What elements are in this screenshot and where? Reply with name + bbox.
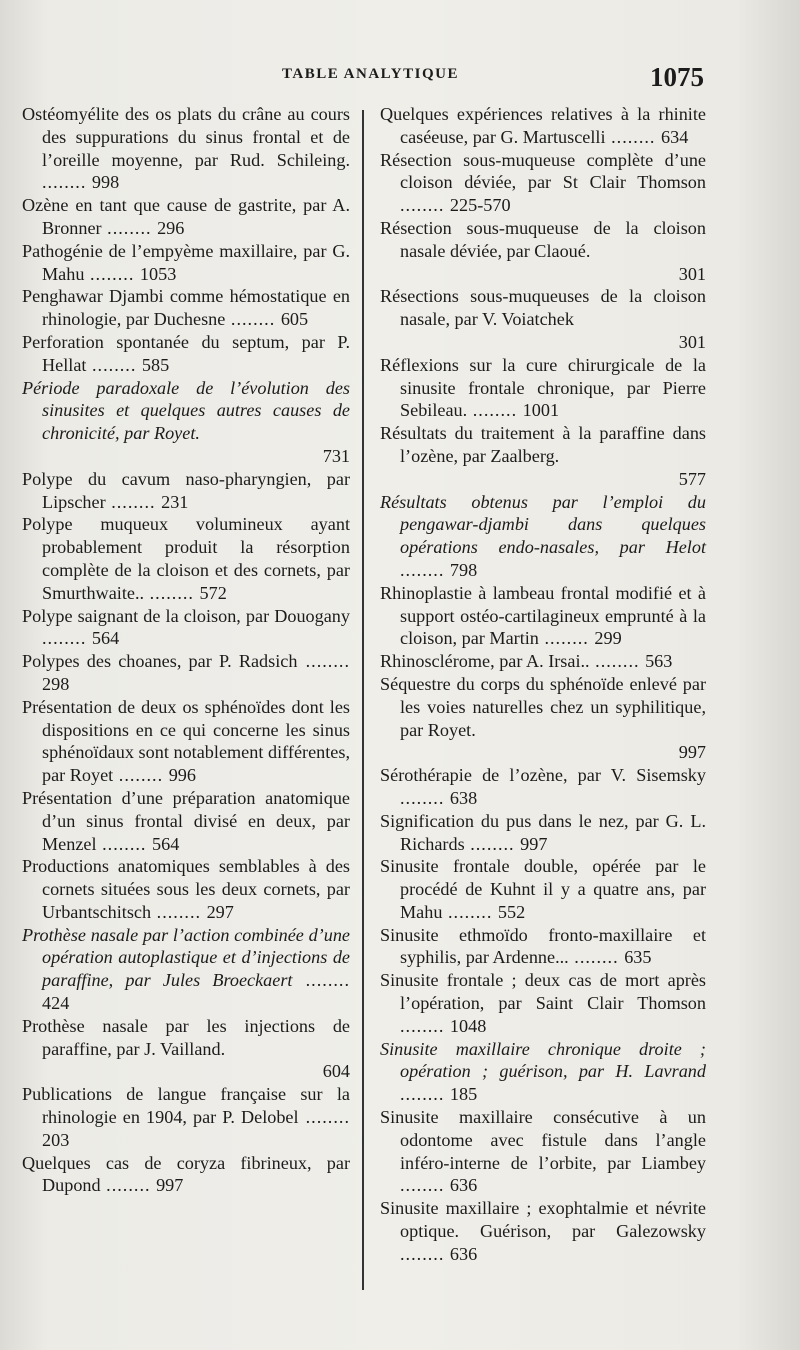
leader-dots: ........ xyxy=(298,1107,350,1128)
leader-dots: ........ xyxy=(113,765,169,786)
entry-page-number: 996 xyxy=(168,765,196,786)
index-entry xyxy=(22,285,350,331)
entry-title: Résections sous-muqueuses de la cloison nasale, par V. Voiatchek xyxy=(380,286,706,330)
index-entry xyxy=(22,513,350,604)
entry-page-number: 424 xyxy=(42,993,70,1014)
leader-dots: ........ xyxy=(100,1175,157,1196)
entry-page-number: 1001 xyxy=(522,400,560,421)
entry-title: Publications de langue française sur la rhinologie en 1904, par P. Delobel xyxy=(22,1084,350,1128)
index-entry xyxy=(22,103,350,194)
index-entry xyxy=(380,354,706,422)
entry-page-number: 225-570 xyxy=(449,195,511,216)
entry-title: Quelques expériences relatives à la rhinite caséeuse, par G. Martuscelli xyxy=(380,104,706,147)
entry-title: Rhinoplastie à lambeau frontal modifié et à support ostéo-cartilagineux emprunté à la cloison, par Martin xyxy=(380,582,706,649)
leader-dots: ........ xyxy=(400,1243,450,1264)
entry-title: Sinusite ethmoïdo fronto-maxillaire et syphilis, par Ardenne... xyxy=(380,924,706,968)
entry-title: Penghawar Djambi comme hémostatique en rhinologie, par Duchesne xyxy=(22,286,350,330)
leader-dots: ........ xyxy=(297,651,350,672)
index-entry xyxy=(380,1038,706,1106)
entry-page-number: 297 xyxy=(206,901,234,922)
running-head: TABLE ANALYTIQUE xyxy=(282,66,459,82)
entry-page-number: 604 xyxy=(322,1061,350,1082)
entry-page-number: 577 xyxy=(678,468,706,489)
leader-dots: ........ xyxy=(589,651,646,672)
entry-page-number: 1048 xyxy=(449,1015,487,1036)
column-divider xyxy=(362,110,364,1290)
leader-dots: ........ xyxy=(464,833,521,854)
entry-title: Sinusite maxillaire consécutive à un odontome avec fistule dans l’angle inféro-interne de l’orbite, par Liambey xyxy=(380,1107,706,1173)
index-entry xyxy=(380,285,706,353)
index-entry xyxy=(380,673,706,764)
leader-dots: ........ xyxy=(605,126,662,147)
entry-title: Prothèse nasale par les injections de paraffine, par J. Vailland. xyxy=(22,1015,350,1059)
entry-title: Sinusite frontale double, opérée par le procédé de Kuhnt il y a quatre ans, par Mahu xyxy=(380,856,706,922)
leader-dots: ........ xyxy=(538,628,595,649)
entry-page-number: 564 xyxy=(152,833,180,854)
index-entry xyxy=(22,1083,350,1151)
entry-page-number: 798 xyxy=(449,559,478,580)
index-entry xyxy=(22,331,350,377)
leader-dots: ........ xyxy=(400,787,450,808)
entry-page-number: 185 xyxy=(449,1084,478,1105)
leader-dots: ........ xyxy=(568,947,625,968)
entry-page-number: 997 xyxy=(678,742,706,763)
entry-page-number: 638 xyxy=(449,787,478,808)
index-entry xyxy=(380,764,706,810)
leader-dots: ........ xyxy=(225,309,281,330)
leader-dots: ........ xyxy=(144,582,200,603)
index-entry xyxy=(380,149,706,217)
leader-dots: ........ xyxy=(400,195,450,216)
entry-title: Résection sous-muqueuse complète d’une cloison déviée, par St Clair Thomson xyxy=(380,149,706,193)
leader-dots: ........ xyxy=(101,217,158,238)
entry-page-number: 731 xyxy=(322,445,350,466)
entry-page-number: 635 xyxy=(624,947,652,968)
entry-title: Séquestre du corps du sphénoïde enlevé par les voies naturelles chez un syphilitique, par Royet. xyxy=(380,673,706,740)
entry-page-number: 563 xyxy=(645,651,673,672)
leader-dots: ........ xyxy=(42,172,92,193)
entry-page-number: 585 xyxy=(141,354,170,375)
index-entry xyxy=(380,422,706,490)
entry-title: Sinusite maxillaire ; exophtalmie et névrite optique. Guérison, par Galezowsky xyxy=(380,1198,706,1242)
entry-title: Présentation de deux os sphénoïdes dont les dispositions en ce qui concerne les sinus sphénoïdaux sont notablement différentes, par Royet xyxy=(22,696,350,786)
leader-dots: ........ xyxy=(86,354,142,375)
entry-page-number: 636 xyxy=(449,1175,478,1196)
entry-page-number: 998 xyxy=(91,172,120,193)
entry-title: Sinusite maxillaire chronique droite ; opération ; guérison, par H. Lavrand xyxy=(380,1038,706,1082)
entry-title: Signification du pus dans le nez, par G. L. Richards xyxy=(380,810,706,854)
index-entry xyxy=(22,194,350,240)
index-entry xyxy=(380,1106,706,1197)
entry-title: Période paradoxale de l’évolution des sinusites et quelques autres causes de chronicité, par Royet. xyxy=(22,377,350,444)
leader-dots: ........ xyxy=(42,628,92,649)
entry-title: Polype saignant de la cloison, par Douogany xyxy=(22,605,350,626)
entry-title: Résection sous-muqueuse de la cloison nasale déviée, par Claoué. xyxy=(380,217,706,261)
page-number: 1075 xyxy=(650,62,704,92)
entry-title: Sinusite frontale ; deux cas de mort après l’opération, par Saint Clair Thomson xyxy=(380,970,706,1014)
entry-title: Perforation spontanée du septum, par P. Hellat xyxy=(22,331,350,375)
index-entry xyxy=(380,650,706,673)
entry-page-number: 1053 xyxy=(139,263,177,284)
leader-dots: ........ xyxy=(400,1084,450,1105)
index-entry xyxy=(380,1197,706,1265)
index-entry xyxy=(22,787,350,855)
entry-title: Pathogénie de l’empyème maxillaire, par G. Mahu xyxy=(22,240,350,284)
index-entry xyxy=(22,696,350,787)
entry-page-number: 552 xyxy=(497,901,526,922)
index-entry xyxy=(380,969,706,1037)
leader-dots: ........ xyxy=(105,491,162,512)
entry-page-number: 572 xyxy=(199,582,227,603)
entry-page-number: 605 xyxy=(280,309,309,330)
index-entry xyxy=(380,582,706,650)
entry-title: Rhinosclérome, par A. Irsai.. xyxy=(380,651,590,672)
index-entry xyxy=(380,103,706,149)
index-column-right xyxy=(380,103,706,1266)
entry-title: Réflexions sur la cure chirurgicale de la sinusite frontale chronique, par Pierre Sebileau. xyxy=(380,354,706,421)
entry-page-number: 997 xyxy=(520,833,548,854)
index-entry xyxy=(380,810,706,856)
index-entry xyxy=(380,924,706,970)
entry-title: Ozène en tant que cause de gastrite, par A. Bronner xyxy=(22,195,350,238)
entry-title: Polype du cavum naso-pharyngien, par Lipscher xyxy=(22,468,350,512)
entry-page-number: 301 xyxy=(678,331,706,352)
leader-dots: ........ xyxy=(467,400,523,421)
index-entry xyxy=(22,240,350,286)
index-entry xyxy=(22,1015,350,1083)
leader-dots: ........ xyxy=(96,833,153,854)
entry-title: Polype muqueux volumineux ayant probablement produit la résorption complète de la cloison et des cornets, par Smurthwaite.. xyxy=(22,514,350,603)
entry-title: Ostéomyélite des os plats du crâne au cours des suppurations du sinus frontal et de l’oreille moyenne, par Rud. Schileing. xyxy=(22,104,350,170)
entry-title: Présentation d’une préparation anatomique d’un sinus frontal divisé en deux, par Menzel xyxy=(22,787,350,854)
leader-dots: ........ xyxy=(400,1175,450,1196)
index-entry xyxy=(22,377,350,468)
leader-dots: ........ xyxy=(84,263,140,284)
entry-page-number: 299 xyxy=(594,628,622,649)
entry-page-number: 564 xyxy=(91,628,120,649)
leader-dots: ........ xyxy=(292,970,350,991)
index-entry xyxy=(380,855,706,923)
leader-dots: ........ xyxy=(442,901,498,922)
entry-page-number: 634 xyxy=(661,126,689,147)
index-column-left xyxy=(22,103,350,1197)
index-entry xyxy=(22,650,350,696)
index-entry xyxy=(22,924,350,1015)
entry-title: Sérothérapie de l’ozène, par V. Sisemsky xyxy=(380,765,706,786)
entry-page-number: 298 xyxy=(42,673,70,694)
entry-title: Prothèse nasale par l’action combinée d’une opération autoplastique et d’injections de paraffine, par Jules Broeckaert xyxy=(22,924,350,991)
page-header xyxy=(0,62,800,102)
entry-title: Quelques cas de coryza fibrineux, par Dupond xyxy=(22,1152,350,1196)
entry-page-number: 997 xyxy=(156,1175,184,1196)
entry-title: Productions anatomiques semblables à des cornets situées sous les deux cornets, par Urbantschitsch xyxy=(22,856,350,922)
entry-page-number: 636 xyxy=(449,1243,478,1264)
leader-dots: ........ xyxy=(151,901,207,922)
entry-title: Résultats du traitement à la paraffine dans l’ozène, par Zaalberg. xyxy=(380,423,706,466)
entry-page-number: 301 xyxy=(678,263,706,284)
entry-page-number: 231 xyxy=(161,491,189,512)
entry-title: Résultats obtenus par l’emploi du pengawar-djambi dans quelques opérations endo-nasales, par Helot xyxy=(380,491,706,558)
index-entry xyxy=(22,855,350,923)
index-entry xyxy=(380,217,706,285)
entry-title: Polypes des choanes, par P. Radsich xyxy=(22,651,298,672)
index-entry xyxy=(22,1152,350,1198)
leader-dots: ........ xyxy=(400,1015,450,1036)
entry-page-number: 296 xyxy=(157,217,185,238)
index-entry xyxy=(22,468,350,514)
index-entry xyxy=(22,605,350,651)
entry-page-number: 203 xyxy=(42,1129,70,1150)
index-entry xyxy=(380,491,706,582)
leader-dots: ........ xyxy=(400,559,450,580)
